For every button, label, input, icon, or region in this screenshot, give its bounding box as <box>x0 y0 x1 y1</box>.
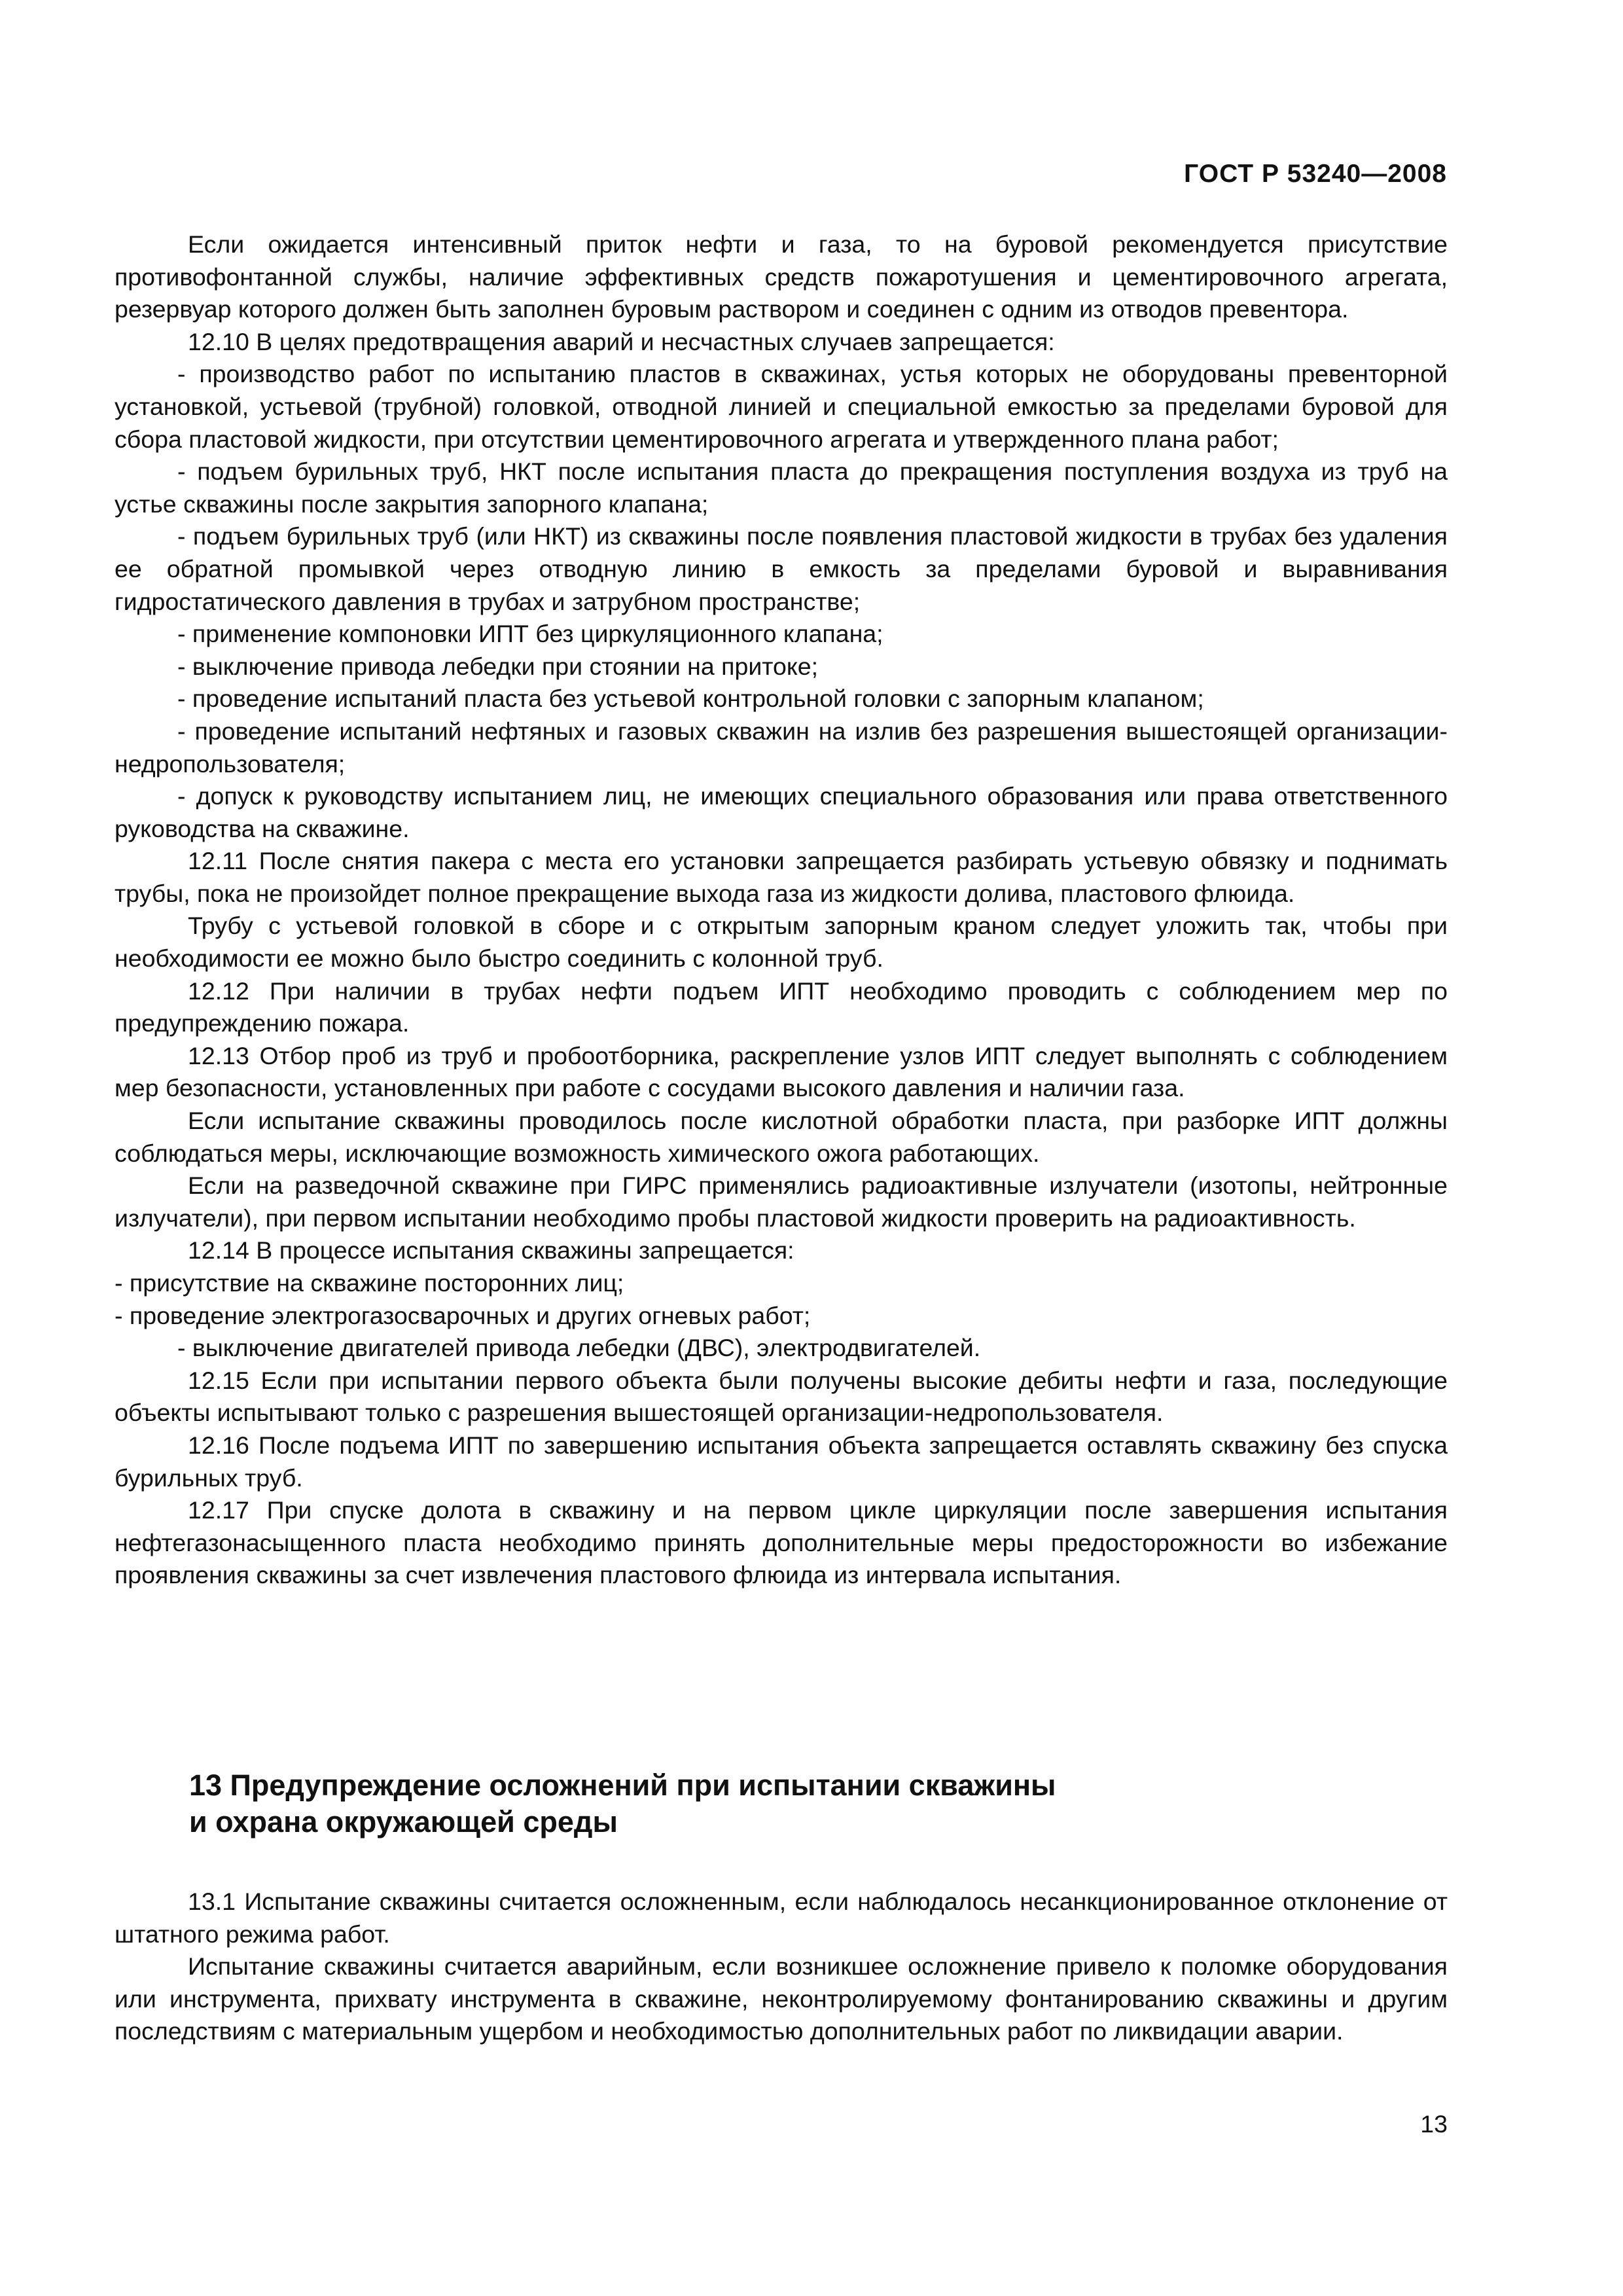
paragraph-10: 12.11 После снятия пакера с места его установки запрещается разбирать устьевую обвязку и поднимать трубы, пока не произойдет полное прекращение выхода газа из жидкости долива, пластового флюида. <box>115 847 1448 907</box>
text-block-section-13 <box>115 1886 1448 2048</box>
list-item-18: - проведение электрогазосварочных и других огневых работ; <box>115 1301 811 1329</box>
paragraph-11: Трубу с устьевой головкой в сборе и с открытым запорным краном следует уложить так, чтобы при необходимости ее можно было быстро соединить с колонной труб. <box>115 912 1448 973</box>
list-item-9: - допуск к руководству испытанием лиц, не имеющих специального образования или права ответственного руководства на скважине. <box>115 782 1448 842</box>
paragraph-20: 12.15 Если при испытании первого объекта были получены высокие дебиты нефти и газа, последующие объекты испытывают только с разрешения вышестоящей организации-недропользователя. <box>115 1366 1448 1427</box>
paragraph-13: 12.13 Отбор проб из труб и пробоотборника, раскрепление узлов ИПТ следует выполнять с соблюдением мер безопасности, установленных при работе с сосудами высокого давления и наличии газа. <box>115 1041 1448 1102</box>
paragraph-12: 12.12 При наличии в трубах нефти подъем ИПТ необходимо проводить с соблюдением мер по предупреждению пожара. <box>115 977 1448 1037</box>
paragraph-22: 12.17 При спуске долота в скважину и на первом цикле циркуляции после завершения испытания нефтегазонасыщенного пласта необходимо принять дополнительные меры предосторожности во избежание проявления скважины за счет извлечения пластового флюида из интервала испытания. <box>115 1496 1448 1589</box>
paragraph-21: 12.16 После подъема ИПТ по завершению испытания объекта запрещается оставлять скважину без спуска бурильных труб. <box>115 1431 1448 1492</box>
text-block-section-12 <box>115 228 1448 1592</box>
section-heading <box>189 1767 1433 1840</box>
paragraph-16: 12.14 В процессе испытания скважины запрещается: <box>188 1236 794 1265</box>
list-item-8: - проведение испытаний нефтяных и газовых скважин на излив без разрешения вышестоящей организации-недропользователя; <box>115 717 1448 778</box>
list-item-5: - применение компоновки ИПТ без циркуляционного клапана; <box>177 620 883 648</box>
paragraph-15: Если на разведочной скважине при ГИРС применялись радиоактивные излучатели (изотопы, нейтронные излучатели), при первом испытании необходимо пробы пластовой жидкости проверить на радиоактивность. <box>115 1172 1448 1232</box>
page-number: 13 <box>1420 2110 1448 2138</box>
list-item-17: - присутствие на скважине посторонних лиц; <box>115 1269 624 1297</box>
paragraph-13-1: 13.1 Испытание скважины считается осложненным, если наблюдалось несанкционированное отклонение от штатного режима работ. <box>115 1888 1448 1948</box>
list-item-19: - выключение двигателей привода лебедки (ДВС), электродвигателей. <box>177 1334 981 1362</box>
paragraph-13-2: Испытание скважины считается аварийным, если возникшее осложнение привело к поломке оборудования или инструмента, прихвату инструмента в скважине, неконтролируемому фонтанированию скважины и другим последствиям с материальным ущербом и необходимостью дополнительных работ по ликвидации аварии. <box>115 1952 1448 2045</box>
list-item-6: - выключение привода лебедки при стоянии на притоке; <box>177 652 818 680</box>
list-item-3: - подъем бурильных труб, НКТ после испытания пласта до прекращения поступления воздуха из труб на устье скважины после закрытия запорного клапана; <box>115 457 1448 518</box>
list-item-2: - производство работ по испытанию пластов в скважинах, устья которых не оборудованы превенторной установкой, устьевой (трубной) головкой, отводной линией и специальной емкостью за пределами буровой для сбора пластовой жидкости, при отсутствии цементировочного агрегата и утвержденного плана работ; <box>115 360 1448 453</box>
paragraph-0: Если ожидается интенсивный приток нефти и газа, то на буровой рекомендуется присутствие противофонтанной службы, наличие эффективных средств пожаротушения и цементировочного агрегата, резервуар которого должен быть заполнен буровым раствором и соединен с одним из отводов превентора. <box>115 230 1448 323</box>
paragraph-14: Если испытание скважины проводилось после кислотной обработки пласта, при разборке ИПТ должны соблюдаться меры, исключающие возможность химического ожога работающих. <box>115 1107 1448 1167</box>
list-item-7: - проведение испытаний пласта без устьевой контрольной головки с запорным клапаном; <box>177 685 1204 713</box>
document-code: ГОСТ Р 53240—2008 <box>1184 160 1447 188</box>
section-heading-line-1: 13 Предупреждение осложнений при испытании скважины <box>189 1768 1056 1802</box>
paragraph-1: 12.10 В целях предотвращения аварий и несчастных случаев запрещается: <box>188 327 1055 355</box>
list-item-4: - подъем бурильных труб (или НКТ) из скважины после появления пластовой жидкости в трубах без удаления ее обратной промывкой через отводную линию в емкость за пределами буровой и выравнивания гидростатического давления в трубах и затрубном пространстве; <box>115 522 1448 615</box>
section-heading-line-2: и охрана окружающей среды <box>189 1805 618 1839</box>
